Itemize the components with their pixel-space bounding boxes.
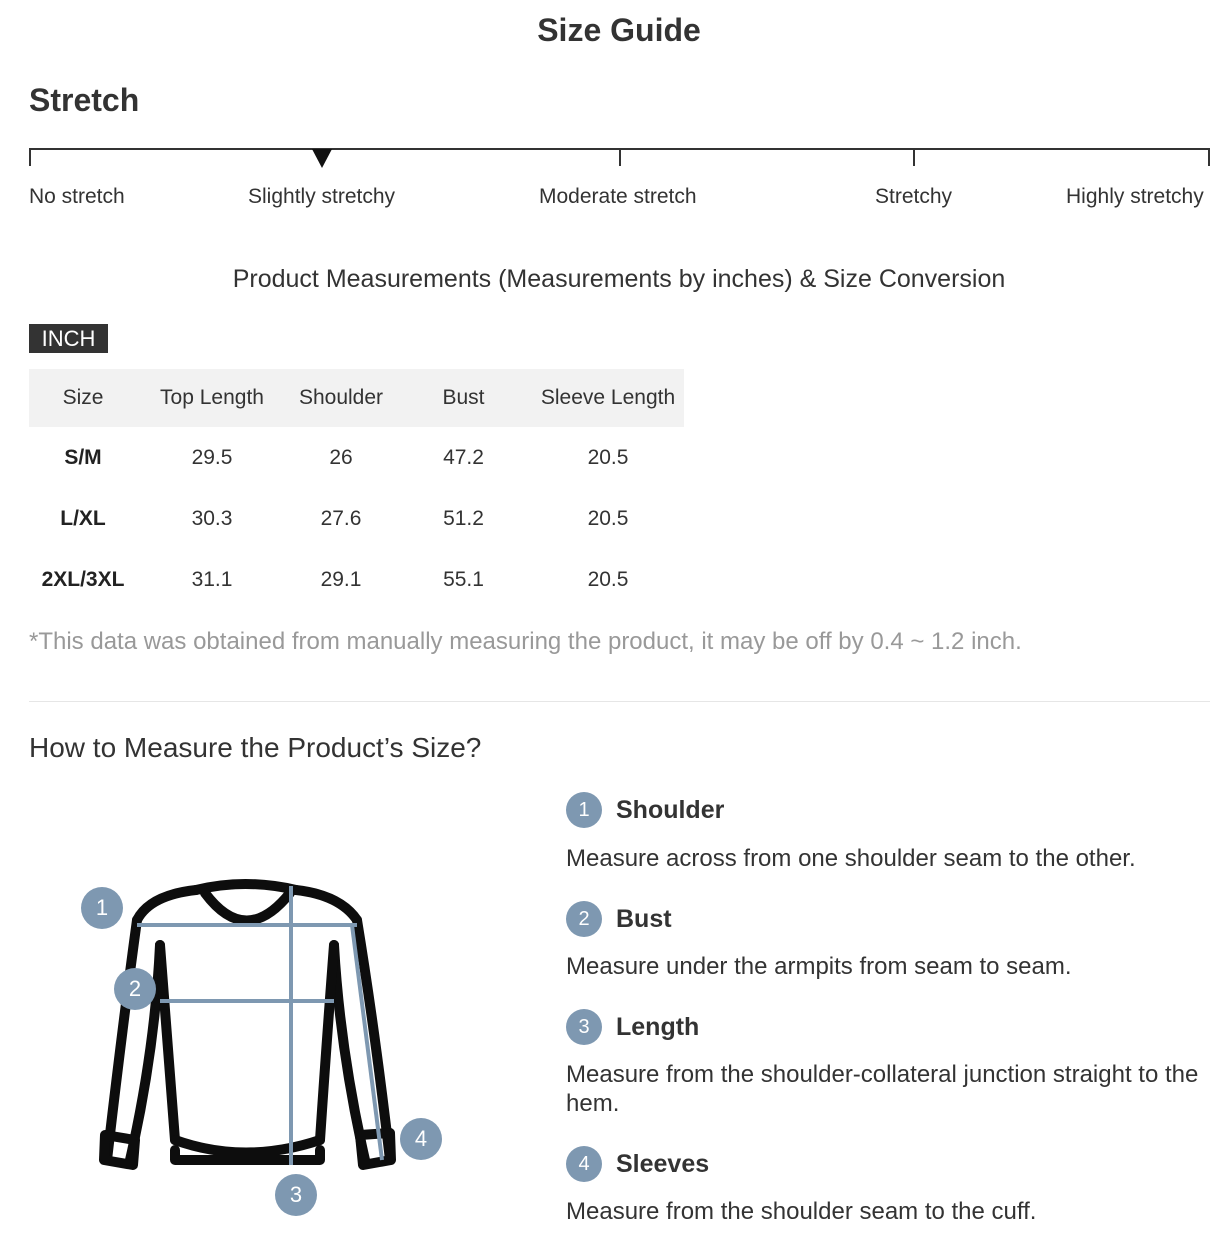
table-cell: 30.3 <box>191 506 233 530</box>
measurements-heading: Product Measurements (Measurements by inches) & Size Conversion <box>232 265 1006 293</box>
size-cell: S/M <box>64 445 102 469</box>
stretch-label-slight: Slightly stretchy <box>248 185 396 208</box>
size-cell: 2XL/3XL <box>41 567 125 591</box>
step-shoulder <box>566 792 724 828</box>
stretch-tick <box>913 148 915 166</box>
column-header: Bust <box>395 369 532 427</box>
table-row <box>29 488 684 549</box>
table-cell: 20.5 <box>587 445 629 469</box>
table-cell: 31.1 <box>191 567 233 591</box>
table-cell: 29.1 <box>320 567 362 591</box>
page-title: Size Guide <box>537 12 701 48</box>
table-row <box>29 549 684 610</box>
step-title: Length <box>616 1012 700 1041</box>
table-row <box>29 427 684 488</box>
unit-badge: INCH <box>29 324 108 353</box>
step-bust <box>566 901 672 937</box>
column-header: Sleeve Length <box>532 369 684 427</box>
section-divider <box>29 701 1210 702</box>
stretch-label-stretchy: Stretchy <box>875 185 953 208</box>
step-title: Sleeves <box>616 1149 710 1178</box>
step-number-badge: 4 <box>566 1146 602 1182</box>
stretch-pointer-icon <box>312 149 332 168</box>
stretch-tick <box>1208 148 1210 166</box>
step-title: Bust <box>616 904 672 933</box>
diagram-marker-bust: 2 <box>114 968 156 1010</box>
table-cell: 20.5 <box>587 506 629 530</box>
how-to-measure-title: How to Measure the Product’s Size? <box>29 732 482 763</box>
table-header-row <box>29 369 684 427</box>
diagram-marker-sleeves: 4 <box>400 1118 442 1160</box>
table-cell: 29.5 <box>191 445 233 469</box>
step-length <box>566 1009 699 1045</box>
diagram-marker-shoulder: 1 <box>81 887 123 929</box>
stretch-tick <box>619 148 621 166</box>
stretch-title: Stretch <box>29 82 140 118</box>
table-cell: 47.2 <box>443 445 484 469</box>
column-header: Size <box>29 369 137 427</box>
stretch-label-high: Highly stretchy <box>1066 185 1204 208</box>
table-cell: 51.2 <box>443 506 484 530</box>
step-title: Shoulder <box>616 795 725 824</box>
table-cell: 26 <box>329 445 353 469</box>
step-description: Measure from the shoulder seam to the cuff. <box>566 1198 1037 1225</box>
column-header: Shoulder <box>287 369 395 427</box>
stretch-label-none: No stretch <box>29 185 125 208</box>
table-cell: 20.5 <box>587 567 629 591</box>
step-description: Measure from the shoulder-collateral junction straight to the hem. <box>566 1061 1199 1117</box>
stretch-label-moderate: Moderate stretch <box>539 185 697 208</box>
step-description: Measure across from one shoulder seam to the other. <box>566 845 1136 872</box>
table-cell: 55.1 <box>443 567 484 591</box>
step-number-badge: 1 <box>566 792 602 828</box>
step-description: Measure under the armpits from seam to seam. <box>566 953 1072 980</box>
diagram-marker-length: 3 <box>275 1174 317 1216</box>
size-cell: L/XL <box>60 506 106 530</box>
sweater-diagram-icon <box>70 870 460 1230</box>
measurement-note: *This data was obtained from manually measuring the product, it may be off by 0.4 ~ 1.2 inch. <box>29 628 1022 655</box>
step-sleeves <box>566 1146 709 1182</box>
step-number-badge: 2 <box>566 901 602 937</box>
column-header: Top Length <box>137 369 287 427</box>
stretch-tick <box>29 148 31 166</box>
table-cell: 27.6 <box>320 506 362 530</box>
step-number-badge: 3 <box>566 1009 602 1045</box>
size-table <box>29 369 684 610</box>
